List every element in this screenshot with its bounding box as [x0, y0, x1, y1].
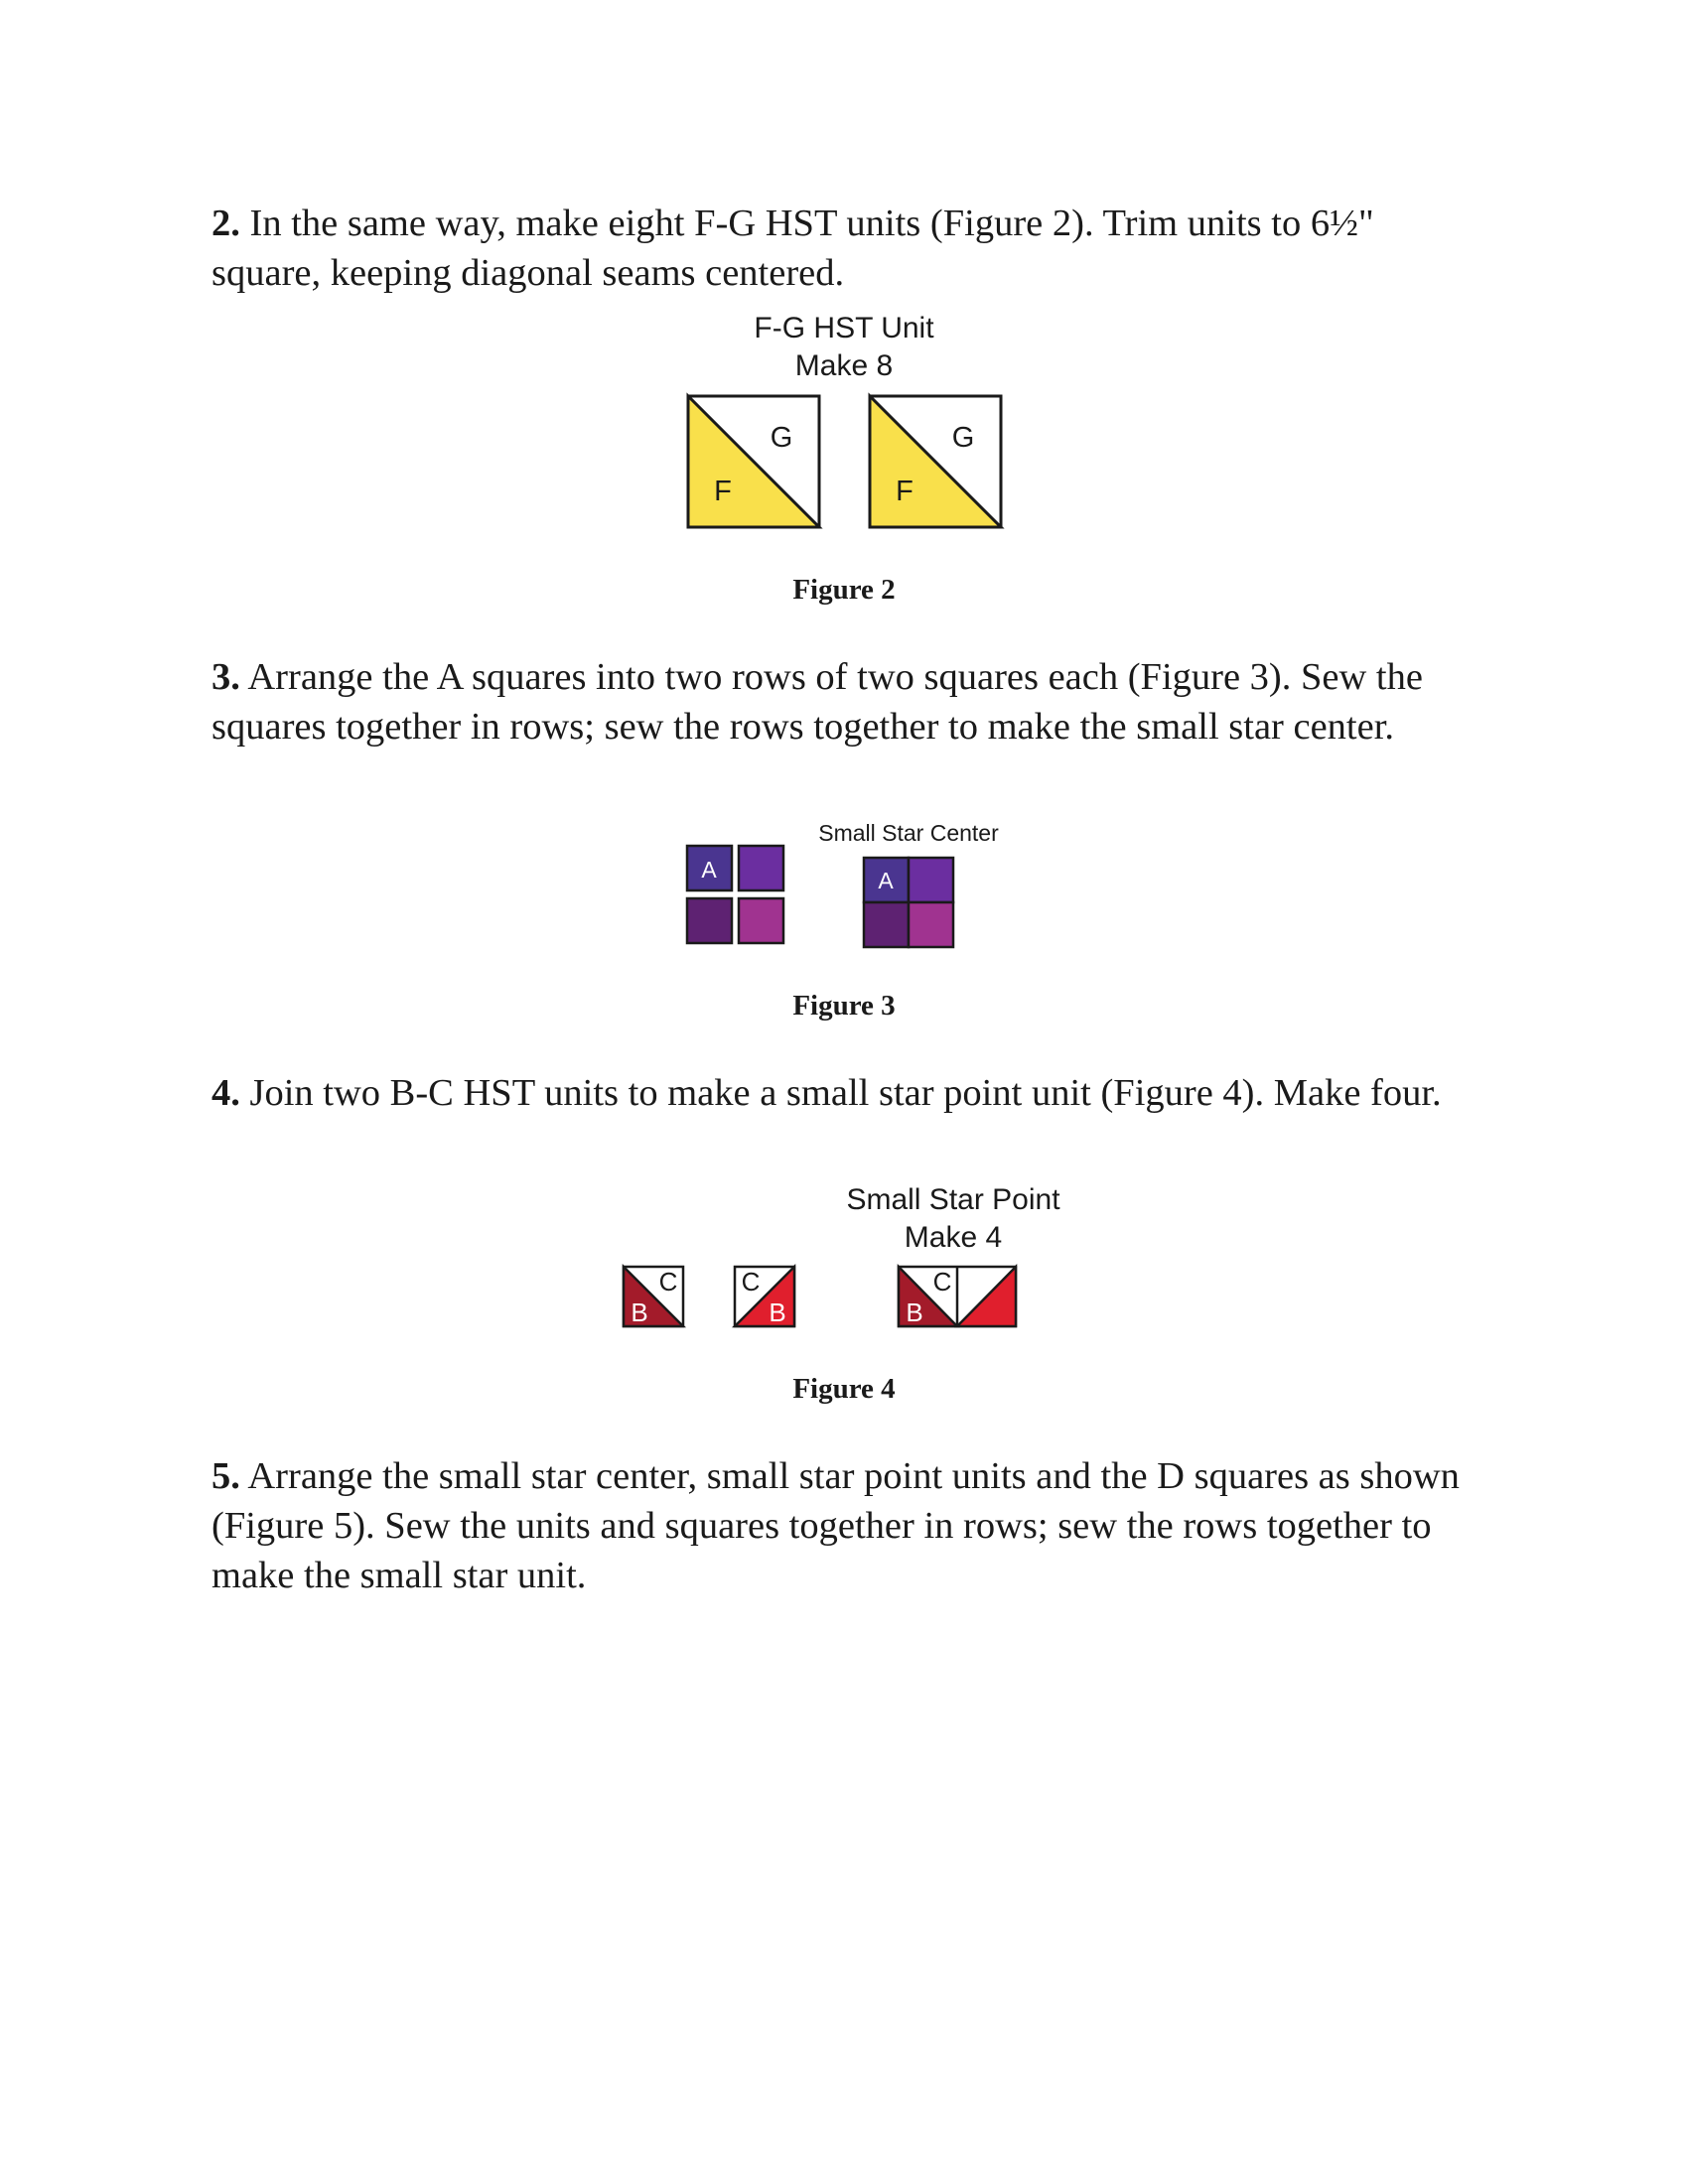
label-c: C [741, 1267, 761, 1297]
small-star-center [864, 858, 953, 947]
step-text: Arrange the A squares into two rows of two squares each (Figure 3). Sew the squares together in rows; sew the rows together to make the small star center. [211, 656, 1423, 748]
bc-hst-unit [624, 1267, 683, 1327]
step-5-paragraph [211, 1451, 1492, 1600]
a-square [909, 902, 953, 947]
label-b: B [769, 1297, 786, 1327]
step-number: 3. [211, 656, 240, 698]
separated-a-squares [687, 846, 783, 943]
figure-3-label: Figure 3 [792, 990, 896, 1022]
step-number: 4. [211, 1072, 240, 1114]
label-g: G [770, 422, 793, 454]
figure-2-caption-line1: F-G HST Unit [754, 312, 934, 344]
figure-4-caption-line2: Make 4 [904, 1221, 1003, 1254]
hst-unit [688, 396, 819, 527]
a-square [739, 846, 783, 890]
figure-2-caption-line2: Make 8 [794, 349, 894, 382]
figure-3-caption: Small Star Center [818, 820, 999, 846]
hst-unit [870, 396, 1001, 527]
figure-3-diagram [685, 844, 963, 948]
step-number: 5. [211, 1455, 240, 1497]
step-number: 2. [211, 203, 240, 244]
figure-4-diagram [622, 1265, 1019, 1329]
label-f: F [896, 476, 914, 507]
label-g: G [951, 422, 975, 454]
a-square [687, 898, 732, 943]
step-text: In the same way, make eight F-G HST units (Figure 2). Trim units to 6½" square, keeping diagonal seams centered. [211, 203, 1374, 294]
figure-4-label: Figure 4 [792, 1373, 896, 1405]
small-star-point-unit [899, 1267, 1016, 1327]
label-a: A [878, 868, 894, 893]
label-f: F [714, 476, 732, 507]
figure-4-caption-line1: Small Star Point [846, 1183, 1060, 1216]
a-square [739, 898, 783, 943]
label-c: C [932, 1267, 952, 1297]
a-square [864, 902, 909, 947]
figure-2-diagram [685, 393, 1003, 532]
step-2-paragraph [211, 199, 1492, 298]
label-b: B [631, 1297, 648, 1327]
figure-2-label: Figure 2 [792, 574, 896, 606]
label-c: C [658, 1267, 678, 1297]
step-text: Join two B-C HST units to make a small star point unit (Figure 4). Make four. [239, 1072, 1442, 1114]
bc-hst-unit [735, 1267, 794, 1327]
a-square [909, 858, 953, 902]
label-b: B [906, 1297, 923, 1327]
step-3-paragraph [211, 652, 1492, 751]
step-text: Arrange the small star center, small star point units and the D squares as shown (Figure 5). Sew the units and squares together in rows; sew the rows together to make the small star unit. [211, 1455, 1460, 1596]
label-a: A [701, 857, 717, 883]
step-4-paragraph [211, 1068, 1492, 1118]
